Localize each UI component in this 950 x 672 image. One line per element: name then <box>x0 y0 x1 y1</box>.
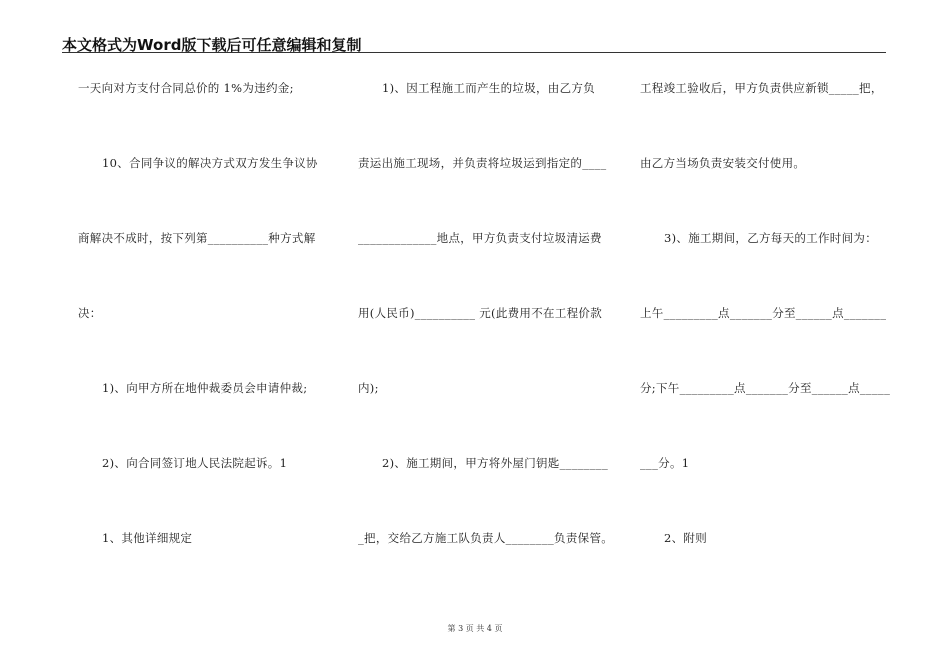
text-line: 1)、因工程施工而产生的垃圾，由乙方负 <box>382 81 596 95</box>
text-line: 用(人民币)__________ 元(此费用不在工程价款 <box>358 306 603 320</box>
text-line: 工程竣工验收后，甲方负责供应新锁_____把， <box>640 81 883 95</box>
header-title: 本文格式为Word版下载后可任意编辑和复制 <box>62 36 362 54</box>
header-divider <box>62 52 886 53</box>
text-line: 分;下午_________点_______分至______点_____ <box>640 381 891 395</box>
text-line: 上午_________点_______分至______点_______ <box>640 306 887 320</box>
text-line: 2、附则 <box>664 531 708 545</box>
page-number: 第 3 页 共 4 页 <box>447 624 503 633</box>
text-line: 内); <box>358 381 379 395</box>
text-line: 商解决不成时，按下列第__________种方式解 <box>78 231 316 245</box>
text-line: 10、合同争议的解决方式双方发生争议协 <box>102 156 318 170</box>
text-line: 2)、向合同签订地人民法院起诉。1 <box>102 456 288 470</box>
text-line: 1)、向甲方所在地仲裁委员会申请仲裁; <box>102 381 308 395</box>
text-line: 一天向对方支付合同总价的 1%为违约金; <box>78 81 294 95</box>
text-line: 2)、施工期间，甲方将外屋门钥匙________ <box>382 456 609 470</box>
text-line: _把，交给乙方施工队负责人________负责保管。 <box>358 531 614 545</box>
text-line: _____________地点，甲方负责支付垃圾清运费 <box>358 231 602 245</box>
text-line: 3)、施工期间，乙方每天的工作时间为： <box>664 231 878 245</box>
text-line: 由乙方当场负责安装交付使用。 <box>640 156 806 170</box>
text-line: 责运出施工现场，并负责将垃圾运到指定的____ <box>358 156 607 170</box>
text-line: 1、其他详细规定 <box>102 531 193 545</box>
text-line: ___分。1 <box>640 456 690 470</box>
text-line: 决： <box>78 306 102 320</box>
